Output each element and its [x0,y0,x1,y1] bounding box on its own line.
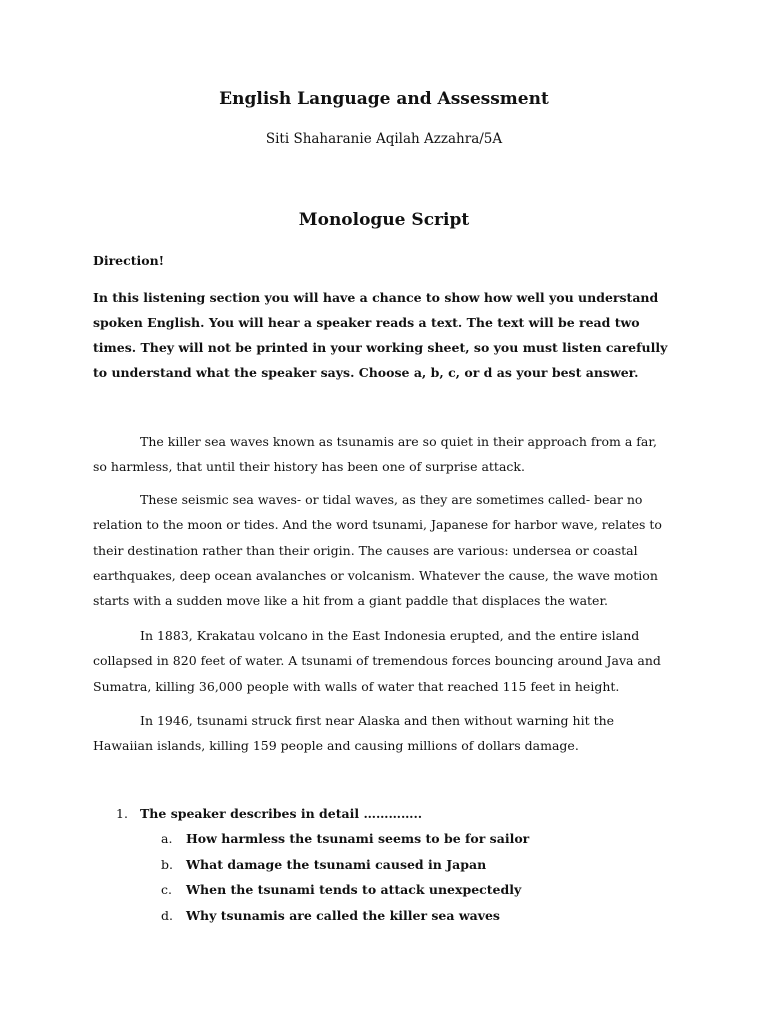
passage-paragraph: In 1946, tsunami struck first near Alaska and then without warning hit the Hawaiian islands, killing 159 people and causing millions of dollars damage. [93,713,615,754]
option-letter: d. [161,907,173,923]
question-number: 1. [116,806,128,821]
question-text: The speaker describes in detail ………….. [140,806,423,821]
answer-options [161,826,676,928]
question-item [116,801,676,928]
passage-paragraph: The killer sea waves known as tsunamis are so quiet in their approach from a far, so harmless, that until their history has been one of surprise attack. [93,434,657,475]
option-text: What damage the tsunami caused in Japan [186,856,487,872]
direction-label: Direction! [93,253,165,268]
document-title: English Language and Assessment [219,89,549,109]
option-letter: a. [161,831,173,846]
author-line: Siti Shaharanie Aqilah Azzahra/5A [265,131,503,147]
direction-text: In this listening section you will have a chance to show how well you understand spoken English. You will hear a speaker reads a text. The text will be read two times. They will not be printed in your working sheet, so you must listen carefully to understand what the speaker says. Choose a, b, c, or d as your best answer. [93,290,668,380]
answer-option-c [161,877,676,903]
answer-option-d [161,903,676,929]
option-text: When the tsunami tends to attack unexpectedly [186,882,522,897]
answer-option-a [161,826,676,852]
option-letter: c. [161,882,172,897]
section-title: Monologue Script [298,210,470,230]
answer-option-b [161,852,676,878]
passage-paragraph: These seismic sea waves- or tidal waves, as they are sometimes called- bear no relation to the moon or tides. And the word tsunami, Japanese for harbor wave, relates to their destination rather than their origin. The causes are various: undersea or coastal earthquakes, deep ocean avalanches or volcanism. Whatever the cause, the wave motion starts with a sudden move like a hit from a giant paddle that displaces the water. [93,492,662,609]
option-text: Why tsunamis are called the killer sea waves [186,907,500,923]
option-letter: b. [161,856,173,872]
passage-paragraph: In 1883, Krakatau volcano in the East Indonesia erupted, and the entire island collapsed in 820 feet of water. A tsunami of tremendous forces bouncing around Java and Sumatra, killing 36,000 people with walls of water that reached 115 feet in height. [93,628,661,694]
question-stem [116,801,676,826]
option-text: How harmless the tsunami seems to be for sailor [186,831,530,846]
